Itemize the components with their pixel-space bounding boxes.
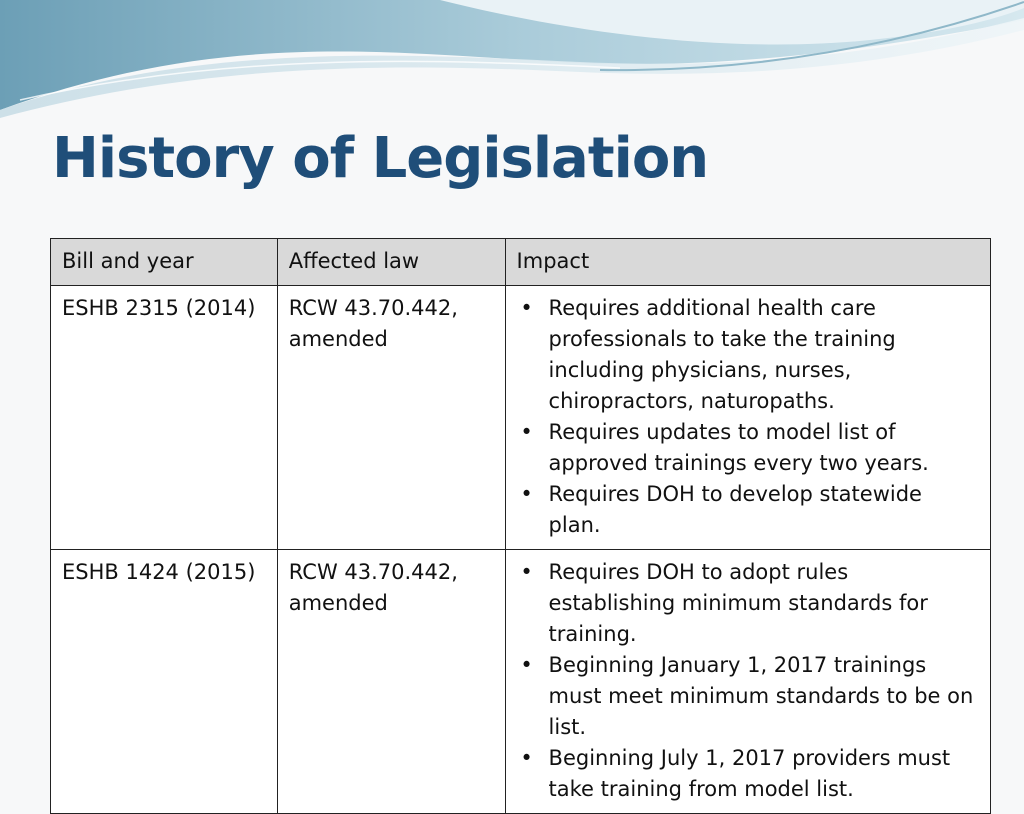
impact-list (517, 293, 979, 541)
cell-bill: ESHB 1424 (2015) (51, 550, 278, 814)
bullet-icon: • (520, 420, 533, 444)
list-item (517, 293, 979, 417)
impact-text: Beginning January 1, 2017 trainings must meet minimum standards to be on list. (548, 653, 974, 739)
bullet-icon: • (520, 653, 533, 677)
cell-law: RCW 43.70.442, amended (277, 550, 505, 814)
list-item (517, 743, 979, 805)
list-item (517, 557, 979, 650)
bullet-icon: • (520, 560, 533, 584)
list-item (517, 650, 979, 743)
table-row (51, 550, 991, 814)
cell-impact (505, 550, 990, 814)
impact-text: Requires updates to model list of approved trainings every two years. (548, 420, 929, 475)
cell-impact (505, 286, 990, 550)
header-bill-and-year: Bill and year (51, 239, 278, 286)
decorative-wave-header (0, 0, 1024, 120)
cell-law: RCW 43.70.442, amended (277, 286, 505, 550)
legislation-table (50, 238, 991, 814)
impact-text: Beginning July 1, 2017 providers must take training from model list. (548, 746, 951, 801)
impact-text: Requires DOH to adopt rules establishing minimum standards for training. (548, 560, 928, 646)
cell-bill: ESHB 2315 (2014) (51, 286, 278, 550)
impact-text: Requires additional health care professionals to take the training including physicians, nurses, chiropractors, naturopaths. (548, 296, 896, 413)
bullet-icon: • (520, 296, 533, 320)
bullet-icon: • (520, 482, 533, 506)
impact-text: Requires DOH to develop statewide plan. (548, 482, 922, 537)
slide-title: History of Legislation (52, 126, 709, 191)
bullet-icon: • (520, 746, 533, 770)
list-item (517, 417, 979, 479)
header-affected-law: Affected law (277, 239, 505, 286)
list-item (517, 479, 979, 541)
header-impact: Impact (505, 239, 990, 286)
table-header-row (51, 239, 991, 286)
table-row (51, 286, 991, 550)
